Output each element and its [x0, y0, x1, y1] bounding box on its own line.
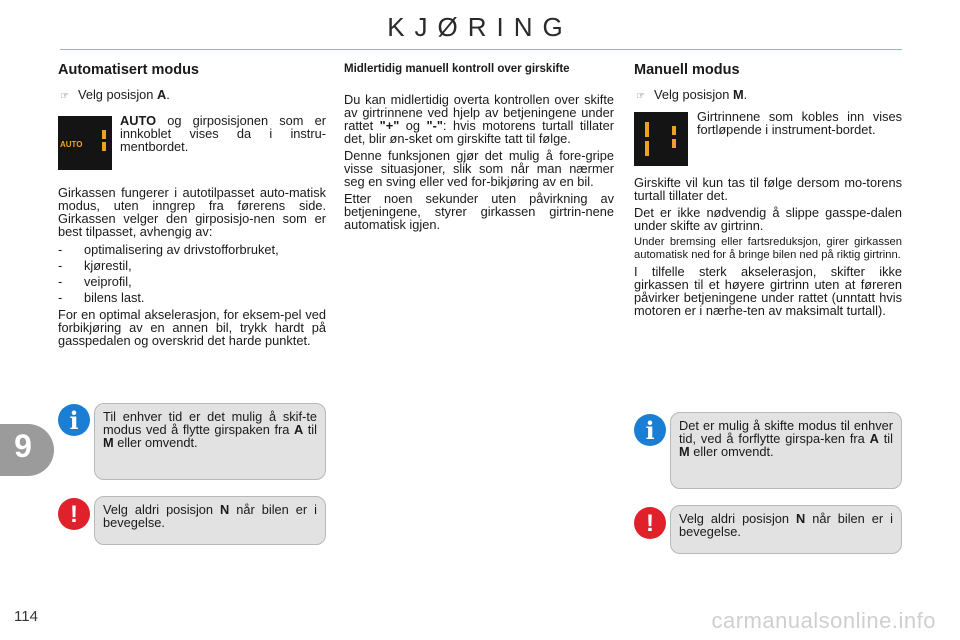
- auto-mode-para1: Girkassen fungerer i autotilpasset auto-matisk modus, uten inngrep fra førerens side. Girkassen velger den girposisjo-nen som er best tilpasset, avhengig av:: [58, 185, 326, 239]
- auto-display-image: [58, 116, 112, 170]
- exclamation-icon: !: [58, 498, 90, 530]
- manual-mode-body: [634, 176, 902, 321]
- manual-display-icon: [634, 112, 688, 166]
- manual-mode-para2: Det er ikke nødvendig å slippe gasspe-dalen under skifte av girtrinn.: [634, 205, 902, 233]
- section-heading-manual: Manuell modus: [634, 62, 740, 78]
- auto-display-description: AUTO og girposisjonen som er innkoblet vises da i instru-mentbordet.: [120, 113, 326, 154]
- temporary-manual-para2: Denne funksjonen gjør det mulig å fore-gripe visse situasjoner, slik som når man nærmer seg en sving eller ved for-bikjøring av en bil.: [344, 148, 614, 189]
- arrow-right-icon: ☞: [636, 91, 645, 102]
- list-item: - bilens last.: [58, 290, 145, 305]
- exclamation-icon: !: [634, 507, 666, 539]
- warning-box-neutral: Velg aldri posisjon N når bilen er i bevegelse.: [94, 496, 326, 545]
- info-box-mode-change-manual: Det er mulig å skifte modus til enhver tid, ved å forflytte girspa-ken fra A til M eller omvendt.: [670, 412, 902, 489]
- list-item: - veiprofil,: [58, 274, 132, 289]
- manual-display-image: [634, 112, 688, 166]
- temporary-manual-para3: Etter noen sekunder uten påvirkning av betjeningene, styrer girkassen girtrin-nene automatisk igjen.: [344, 191, 614, 232]
- page-number: 114: [14, 608, 38, 625]
- select-position-a: ☞ Velg posisjon A.: [60, 87, 170, 102]
- auto-display-icon: [58, 116, 112, 170]
- info-icon: i: [634, 414, 666, 446]
- manual-display-description: Girtrinnene som kobles inn vises fortløpende i instrument-bordet.: [697, 109, 902, 137]
- select-position-m: ☞ Velg posisjon M.: [636, 87, 748, 102]
- chapter-number: 9: [14, 428, 32, 464]
- arrow-right-icon: ☞: [60, 91, 69, 102]
- auto-display-label: AUTO: [60, 140, 83, 149]
- temporary-manual-para1: Du kan midlertidig overta kontrollen over skifte av girtrinnene ved hjelp av betjeningene under rattet "+" og "-": hvis motorens turtall tillater det, blir øn-sket om girskifte tatt til følge.: [344, 92, 614, 146]
- page-title: KJØRING: [387, 12, 573, 42]
- warning-box-neutral-manual: Velg aldri posisjon N når bilen er i bevegelse.: [670, 505, 902, 554]
- auto-mode-list: [58, 243, 326, 305]
- manual-mode-para4: I tilfelle sterk akselerasjon, skifter ikke girkassen til et høyere girtrinn uten at føreren påvirker betjeningene under rattet (unntatt hvis motoren er i nærhe-ten av maksimalt turtall).: [634, 264, 902, 318]
- section-heading-temporary-manual: Midlertidig manuell kontroll over girskifte: [344, 63, 570, 75]
- manual-mode-para1: Girskifte vil kun tas til følge dersom mo-torens turtall tillater det.: [634, 175, 902, 203]
- section-heading-automatic: Automatisert modus: [58, 62, 199, 78]
- list-item: - optimalisering av drivstofforbruket,: [58, 242, 279, 257]
- title-divider: [60, 49, 902, 50]
- temporary-manual-body: [344, 93, 614, 235]
- manual-mode-para3: Under bremsing eller fartsreduksjon, girer girkassen automatisk ned for å bringe bilen ned på riktig girtrinn.: [634, 236, 902, 261]
- info-icon: i: [58, 404, 90, 436]
- list-item: - kjørestil,: [58, 258, 132, 273]
- info-box-mode-change: Til enhver tid er det mulig å skif-te modus ved å flytte girspaken fra A til M eller omvendt.: [94, 403, 326, 480]
- watermark: carmanualsonline.info: [711, 608, 936, 633]
- auto-mode-body: [58, 186, 326, 242]
- auto-mode-para2: For en optimal akselerasjon, for eksem-pel ved forbikjøring av en annen bil, trykk hardt på gasspedalen og overskrid det harde punktet.: [58, 307, 326, 348]
